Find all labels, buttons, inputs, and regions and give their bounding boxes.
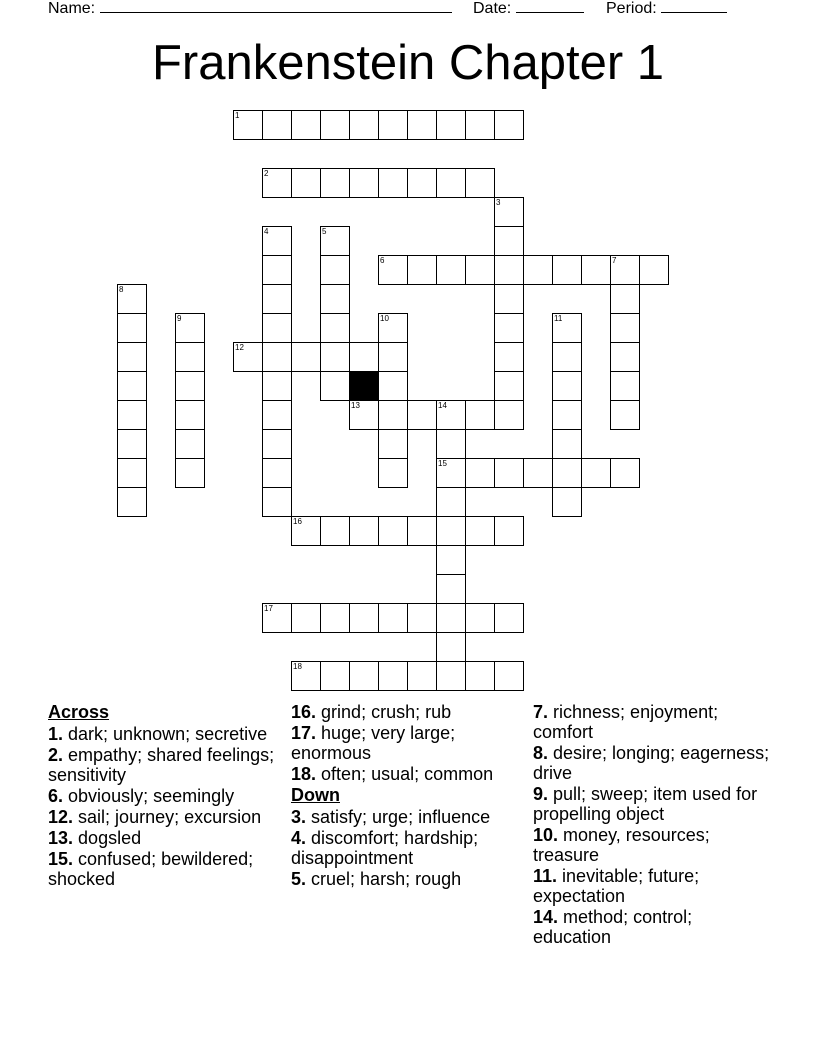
crossword-cell[interactable] xyxy=(233,342,263,372)
clue-number: 17 xyxy=(264,604,273,613)
crossword-cell[interactable] xyxy=(320,226,350,256)
across-clue-list-continued xyxy=(291,702,527,784)
clue-item xyxy=(533,825,773,865)
crossword-cell[interactable] xyxy=(552,342,582,372)
clue-number-label: 12. xyxy=(48,807,74,827)
crossword-cell[interactable] xyxy=(407,661,437,691)
crossword-cell[interactable] xyxy=(494,603,524,633)
crossword-cell[interactable] xyxy=(436,168,466,198)
crossword-cell[interactable] xyxy=(320,516,350,546)
crossword-cell[interactable] xyxy=(436,603,466,633)
crossword-cell[interactable] xyxy=(494,110,524,140)
crossword-cell[interactable] xyxy=(378,516,408,546)
clues-column-3 xyxy=(533,702,773,948)
crossword-cell[interactable] xyxy=(233,110,263,140)
clue-text: obviously; seemingly xyxy=(68,786,235,806)
crossword-cell[interactable] xyxy=(523,255,553,285)
crossword-cell[interactable] xyxy=(407,110,437,140)
crossword-cell[interactable] xyxy=(552,400,582,430)
clue-item xyxy=(48,786,288,806)
crossword-cell[interactable] xyxy=(320,661,350,691)
crossword-cell[interactable] xyxy=(320,110,350,140)
crossword-cell[interactable] xyxy=(117,342,147,372)
clue-text: huge; very large; enormous xyxy=(291,723,456,763)
crossword-cell[interactable] xyxy=(175,458,205,488)
crossword-cell[interactable] xyxy=(262,342,292,372)
crossword-cell[interactable] xyxy=(262,313,292,343)
clue-number-label: 5. xyxy=(291,869,307,889)
crossword-cell[interactable] xyxy=(610,371,640,401)
crossword-cell[interactable] xyxy=(436,516,466,546)
clue-number-label: 15. xyxy=(48,849,74,869)
clue-number-label: 8. xyxy=(533,743,549,763)
crossword-cell[interactable] xyxy=(436,255,466,285)
clue-number-label: 2. xyxy=(48,745,64,765)
clue-number: 16 xyxy=(293,517,302,526)
crossword-cell[interactable] xyxy=(378,458,408,488)
crossword-cell[interactable] xyxy=(639,255,669,285)
crossword-cell[interactable] xyxy=(552,371,582,401)
crossword-cell[interactable] xyxy=(262,226,292,256)
crossword-cell[interactable] xyxy=(465,168,495,198)
clue-text: confused; bewildered; shocked xyxy=(48,849,254,889)
clue-number-label: 14. xyxy=(533,907,559,927)
period-label: Period: xyxy=(606,0,657,17)
clue-number: 5 xyxy=(322,227,327,236)
clue-item xyxy=(48,828,288,848)
clue-text: discomfort; hardship; disappointment xyxy=(291,828,479,868)
clue-number-label: 18. xyxy=(291,764,317,784)
crossword-cell[interactable] xyxy=(552,487,582,517)
clue-item xyxy=(533,702,773,742)
clue-number: 6 xyxy=(380,256,385,265)
crossword-cell[interactable] xyxy=(320,342,350,372)
across-clue-list xyxy=(48,724,288,889)
crossword-cell[interactable] xyxy=(378,255,408,285)
crossword-cell[interactable] xyxy=(291,168,321,198)
crossword-cell[interactable] xyxy=(407,603,437,633)
crossword-cell[interactable] xyxy=(552,458,582,488)
crossword-cell[interactable] xyxy=(407,516,437,546)
clue-item xyxy=(48,849,288,889)
crossword-cell[interactable] xyxy=(262,371,292,401)
crossword-cell[interactable] xyxy=(349,400,379,430)
crossword-cell[interactable] xyxy=(610,342,640,372)
clue-item xyxy=(533,743,773,783)
crossword-cell[interactable] xyxy=(262,110,292,140)
crossword-cell[interactable] xyxy=(407,168,437,198)
crossword-cell[interactable] xyxy=(465,603,495,633)
crossword-cell[interactable] xyxy=(610,284,640,314)
crossword-cell[interactable] xyxy=(117,371,147,401)
clue-number-label: 3. xyxy=(291,807,307,827)
crossword-cell[interactable] xyxy=(320,313,350,343)
clue-number: 7 xyxy=(612,256,617,265)
crossword-cell[interactable] xyxy=(262,400,292,430)
clue-number-label: 11. xyxy=(533,866,558,886)
crossword-cell[interactable] xyxy=(378,168,408,198)
crossword-cell[interactable] xyxy=(378,342,408,372)
crossword-cell[interactable] xyxy=(378,429,408,459)
crossword-cell[interactable] xyxy=(117,487,147,517)
clue-number: 3 xyxy=(496,198,501,207)
crossword-cell[interactable] xyxy=(117,429,147,459)
crossword-cell[interactable] xyxy=(494,516,524,546)
crossword-cell[interactable] xyxy=(378,110,408,140)
clue-item xyxy=(291,869,527,889)
crossword-cell[interactable] xyxy=(407,255,437,285)
crossword-cell[interactable] xyxy=(494,661,524,691)
clue-text: method; control; education xyxy=(533,907,693,947)
crossword-cell[interactable] xyxy=(610,400,640,430)
crossword-cell[interactable] xyxy=(494,458,524,488)
crossword-cell[interactable] xyxy=(320,284,350,314)
clue-item xyxy=(533,866,773,906)
crossword-cell[interactable] xyxy=(581,255,611,285)
crossword-cell[interactable] xyxy=(465,458,495,488)
crossword-cell[interactable] xyxy=(552,255,582,285)
clue-item xyxy=(291,764,527,784)
clue-item xyxy=(291,807,527,827)
crossword-cell[interactable] xyxy=(436,400,466,430)
crossword-cell[interactable] xyxy=(262,458,292,488)
crossword-cell[interactable] xyxy=(494,313,524,343)
crossword-cell[interactable] xyxy=(117,400,147,430)
crossword-cell[interactable] xyxy=(494,255,524,285)
crossword-cell[interactable] xyxy=(349,110,379,140)
crossword-cell[interactable] xyxy=(494,197,524,227)
clue-number: 4 xyxy=(264,227,269,236)
crossword-cell[interactable] xyxy=(175,313,205,343)
clue-text: pull; sweep; item used for propelling object xyxy=(533,784,758,824)
clue-text: inevitable; future; expectation xyxy=(533,866,700,906)
clue-item xyxy=(48,745,288,785)
black-square xyxy=(350,372,379,401)
crossword-cell[interactable] xyxy=(378,661,408,691)
crossword-cell[interactable] xyxy=(320,371,350,401)
crossword-cell[interactable] xyxy=(436,661,466,691)
crossword-cell[interactable] xyxy=(117,458,147,488)
date-label: Date: xyxy=(473,0,512,17)
clue-number: 9 xyxy=(177,314,182,323)
crossword-cell[interactable] xyxy=(291,110,321,140)
crossword-cell[interactable] xyxy=(436,429,466,459)
crossword-cell[interactable] xyxy=(262,429,292,459)
clue-text: desire; longing; eagerness; drive xyxy=(533,743,770,783)
down-clue-list-continued xyxy=(533,702,773,947)
down-clue-list xyxy=(291,807,527,889)
clue-item xyxy=(291,828,527,868)
clue-text: cruel; harsh; rough xyxy=(311,869,462,889)
clue-text: empathy; shared feelings; sensitivity xyxy=(48,745,275,785)
clue-number: 15 xyxy=(438,459,447,468)
down-heading: Down xyxy=(291,785,340,805)
clue-item xyxy=(291,702,527,722)
crossword-cell[interactable] xyxy=(436,458,466,488)
crossword-cell[interactable] xyxy=(349,168,379,198)
clue-text: richness; enjoyment; comfort xyxy=(533,702,719,742)
clues-column-1 xyxy=(48,702,288,890)
clue-number: 8 xyxy=(119,285,124,294)
clue-number-label: 10. xyxy=(533,825,559,845)
clue-number-label: 7. xyxy=(533,702,549,722)
clue-number-label: 6. xyxy=(48,786,64,806)
crossword-cell[interactable] xyxy=(610,313,640,343)
crossword-cell[interactable] xyxy=(465,110,495,140)
name-label: Name: xyxy=(48,0,96,17)
crossword-cell[interactable] xyxy=(262,603,292,633)
crossword-cell[interactable] xyxy=(117,313,147,343)
clue-item xyxy=(291,723,527,763)
crossword-cell[interactable] xyxy=(320,168,350,198)
clue-number: 1 xyxy=(235,111,240,120)
clue-item xyxy=(48,724,288,744)
clue-number: 14 xyxy=(438,401,447,410)
crossword-cell[interactable] xyxy=(465,400,495,430)
crossword-cell[interactable] xyxy=(320,255,350,285)
crossword-cell[interactable] xyxy=(610,458,640,488)
clue-number: 13 xyxy=(351,401,360,410)
crossword-cell[interactable] xyxy=(494,342,524,372)
crossword-cell[interactable] xyxy=(465,661,495,691)
crossword-cell[interactable] xyxy=(436,487,466,517)
clue-item xyxy=(48,807,288,827)
crossword-cell[interactable] xyxy=(552,313,582,343)
crossword-cell[interactable] xyxy=(291,516,321,546)
clue-number: 11 xyxy=(554,314,563,323)
clue-number-label: 4. xyxy=(291,828,307,848)
crossword-cell[interactable] xyxy=(291,603,321,633)
clue-text: dark; unknown; secretive xyxy=(68,724,268,744)
crossword-cell[interactable] xyxy=(378,371,408,401)
crossword-cell[interactable] xyxy=(465,255,495,285)
crossword-cell[interactable] xyxy=(465,516,495,546)
crossword-cell[interactable] xyxy=(320,603,350,633)
page-title: Frankenstein Chapter 1 xyxy=(151,36,665,90)
crossword-cell[interactable] xyxy=(436,574,466,604)
crossword-cell[interactable] xyxy=(291,661,321,691)
crossword-cell[interactable] xyxy=(436,545,466,575)
crossword-cell[interactable] xyxy=(175,429,205,459)
clue-number-label: 16. xyxy=(291,702,317,722)
crossword-cell[interactable] xyxy=(494,284,524,314)
clue-item xyxy=(533,784,773,824)
crossword-cell[interactable] xyxy=(262,284,292,314)
clue-number-label: 9. xyxy=(533,784,549,804)
clue-text: satisfy; urge; influence xyxy=(311,807,491,827)
clue-text: money, resources; treasure xyxy=(533,825,710,865)
crossword-cell[interactable] xyxy=(349,516,379,546)
crossword-cell[interactable] xyxy=(349,603,379,633)
across-heading: Across xyxy=(48,702,110,722)
crossword-cell[interactable] xyxy=(552,429,582,459)
crossword-cell[interactable] xyxy=(175,400,205,430)
clue-number: 10 xyxy=(380,314,389,323)
clue-text: grind; crush; rub xyxy=(321,702,452,722)
clue-text: often; usual; common xyxy=(321,764,494,784)
crossword-cell[interactable] xyxy=(378,313,408,343)
crossword-cell[interactable] xyxy=(494,400,524,430)
clue-text: dogsled xyxy=(78,828,142,848)
crossword-cell[interactable] xyxy=(291,342,321,372)
clue-number-label: 17. xyxy=(291,723,317,743)
clue-text: sail; journey; excursion xyxy=(78,807,262,827)
crossword-cell[interactable] xyxy=(349,342,379,372)
crossword-cell[interactable] xyxy=(610,255,640,285)
crossword-cell[interactable] xyxy=(523,458,553,488)
clue-number: 12 xyxy=(235,343,244,352)
clue-number: 18 xyxy=(293,662,302,671)
clue-number: 2 xyxy=(264,169,269,178)
crossword-cell[interactable] xyxy=(436,110,466,140)
crossword-cell[interactable] xyxy=(175,371,205,401)
crossword-cell[interactable] xyxy=(378,603,408,633)
crossword-cell[interactable] xyxy=(175,342,205,372)
crossword-cell[interactable] xyxy=(407,400,437,430)
crossword-cell[interactable] xyxy=(262,168,292,198)
crossword-cell[interactable] xyxy=(378,400,408,430)
clue-item xyxy=(533,907,773,947)
crossword-cell[interactable] xyxy=(494,371,524,401)
crossword-cell[interactable] xyxy=(117,284,147,314)
crossword-cell[interactable] xyxy=(581,458,611,488)
clues-column-2 xyxy=(291,702,527,890)
crossword-cell[interactable] xyxy=(436,632,466,662)
crossword-cell[interactable] xyxy=(494,226,524,256)
crossword-cell[interactable] xyxy=(262,487,292,517)
clue-number-label: 13. xyxy=(48,828,74,848)
crossword-cell[interactable] xyxy=(349,661,379,691)
crossword-cell[interactable] xyxy=(262,255,292,285)
clue-number-label: 1. xyxy=(48,724,64,744)
